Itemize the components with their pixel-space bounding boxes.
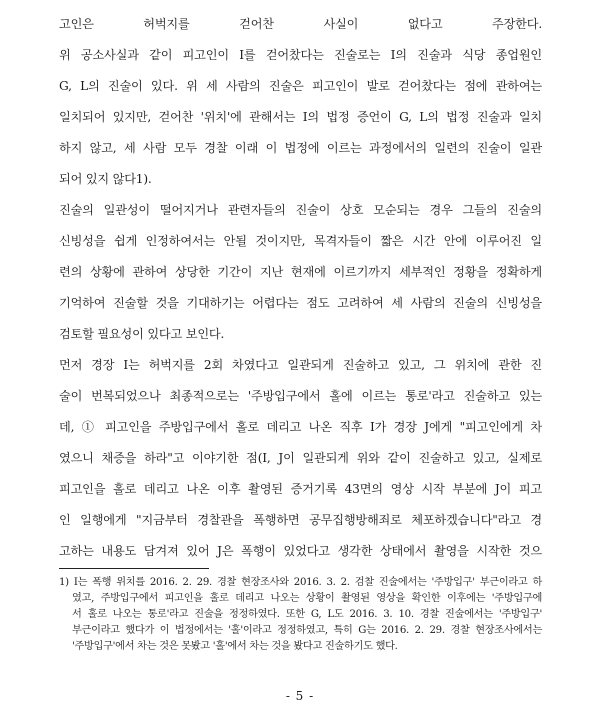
body-line: 고인은 허벅지를 걷어찬 사실이 없다고 주장한다. [59,17,542,31]
footnote-line: 부근이라고 했다가 이 법정에서는 '홀'이라고 정정하였고, 특히 G는 2016. 2. 29. 경찰 현장조사에서는 [72,625,542,636]
body-line: 일치되어 있지만, 걷어찬 '위치'에 관해서는 I의 법정 증언이 G, L의 법정 진술과 일치 [59,110,542,124]
body-line: 먼저 경장 I는 허벅지를 2회 차였다고 일관되게 진술하고 있고, 그 위치에 관한 진 [59,358,542,372]
body-line: 고하는 내용도 담겨져 있어 J은 폭행이 있었다고 생각한 상태에서 촬영을 시작한 것으 [59,544,542,558]
body-line: 피고인을 홀로 데리고 나온 이후 촬영된 증거기록 43면의 영상 시작 부분에 J이 피고 [59,482,542,496]
body-line: 데, ① 피고인을 주방입구에서 홀로 데리고 나온 직후 I가 경장 J에게 "피고인에게 차 [59,420,542,434]
body-line: 기억하여 진술할 것을 기대하기는 어렵다는 점도 고려하여 세 사람의 진술의 신빙성을 [59,296,542,310]
body-line: 하지 않고, 세 사람 모두 경찰 이래 이 법정에 이르는 과정에서의 일련의 진술이 일관 [59,141,542,155]
body-line: 였으니 채증을 하라"고 이야기한 점(I, J이 일관되게 위와 같이 진술하고 있고, 실제로 [59,451,542,465]
body-line: 술이 번복되었으나 최종적으로는 '주방입구에서 홀에 이르는 통로'라고 진술하고 있는 [59,389,542,403]
footnote-line: '주방입구'에서 차는 것은 못봤고 '홀'에서 차는 것을 봤다고 진술하기도 했다. [72,641,398,652]
body-line: 위 공소사실과 같이 피고인이 I를 걷어찼다는 진술로는 I의 진술과 식당 종업원인 [59,48,542,62]
footnote-line: 서 홀로 나오는 통로'라고 진술을 정정하였다. 또한 G, L도 2016. 3. 10. 경찰 진술에서는 '주방입구' [72,609,542,620]
body-line: 련의 상황에 관하여 상당한 기간이 지난 현재에 이르기까지 세부적인 정황을 정확하게 [59,265,542,279]
body-line: 인 일행에게 "지금부터 경찰관을 폭행하면 공무집행방해죄로 체포하겠습니다"라고 경 [59,513,542,527]
body-line: G, L의 진술이 있다. 위 세 사람의 진술은 피고인이 발로 걷어찼다는 점에 관하여는 [59,79,542,93]
body-line: 신빙성을 쉽게 인정하여서는 안될 것이지만, 목격자들이 짧은 시간 안에 이루어진 일 [59,234,542,248]
footnote-line: 였고, 주방입구에서 피고인을 홀로 데리고 나오는 상황이 촬영된 영상을 확인한 이후에는 '주방입구에 [72,593,542,604]
footnote-line: 1) I는 폭행 위치를 2016. 2. 29. 경찰 현장조사와 2016. 3. 2. 검찰 진술에서는 '주방입구' 부근이라고 하 [59,577,542,588]
body-line: 진술의 일관성이 떨어지거나 관련자들의 진술이 상호 모순되는 경우 그들의 진술의 [59,203,542,217]
body-line: 검토할 필요성이 있다고 보인다. [59,327,225,341]
footnote-separator [59,568,209,569]
body-line: 되어 있지 않다1). [59,172,152,186]
page-number: - 5 - [285,689,315,703]
